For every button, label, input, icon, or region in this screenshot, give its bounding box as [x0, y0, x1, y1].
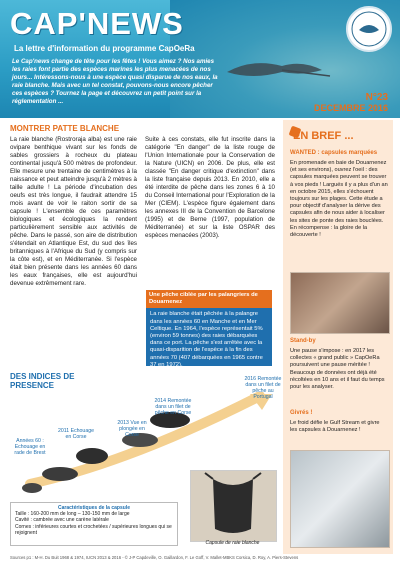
- timeline-label-2013: 2013 Vue en plongée en Corse: [117, 420, 147, 438]
- sidebar-title: EN BREF ...: [293, 130, 354, 142]
- article-column-2: Suite à ces constats, elle fut inscrite dans la catégorie "En danger" de la liste rouge de l'Union Internationale pour la Conservation de la Nature (UICN) en 2006. De plus, elle est classée "En danger critique d'extinction" dans la liste française depuis 2013. En 2010, elle a été interdite de pêche dans les zones 6 à 10 du Conseil International pour l'Exploration de la Mer (CIEM). L'espèce figure également dans les annexes III de la Convention de Barcelone (1995) et de Berne (1997, population de Méditerranée) et sur la liste OSPAR des espèces menacées (2003).: [145, 136, 275, 239]
- ray-illustration: [222, 56, 332, 82]
- capsule-photo: [190, 470, 277, 542]
- capoera-logo: [346, 6, 392, 52]
- intro-text: Le Cap'news change de tête pour les fêtes ! Vous aimez ? Nos amies les raies font partie des espèces marines les plus menacées de nos jours... Intéressons-nous à une espèce quasi disparue de nos eaux, la raie blanche. Mais avec un tel constat, pouvons-nous encore pêcher ces espèces ? Tournez la page et découvrez un petit point sur la réglementation ...: [12, 58, 218, 105]
- timeline-label-1960s: Années 60 : Echouage en rade de Brest: [14, 438, 46, 456]
- header-banner: [0, 0, 400, 118]
- timeline-heading-line2: PRESENCE: [10, 381, 55, 390]
- fishing-box-text: La raie blanche était pêchée à la palangre dans les années 60 en Manche et en Mer Celtique. En 1964, l'espèce représentait 5% (environ 59 tonnes) des raies débarquées dans ce port. La pêche s'est arrêtée avec la quasi-disparition de l'espèce à la fin des années 70 (407 débarquées en 1965 contre 37 en 1972).: [150, 311, 263, 368]
- capsule-characteristics-box: [10, 502, 178, 546]
- standby-heading: Stand-by: [290, 338, 316, 344]
- givres-heading: Givrés !: [290, 410, 313, 416]
- issue-info: [314, 92, 388, 113]
- capsule-line-size: Taille : 160-200 mm de long – 130-150 mm de large: [15, 511, 130, 518]
- timeline-heading: [10, 372, 74, 390]
- givres-text: Le froid défie le Gulf Stream et givre les capsules à Douarnenez !: [290, 420, 380, 434]
- fishing-box-title: Une pêche ciblée par les palangriers de Douarnenez: [146, 290, 272, 308]
- capsules-beach-photo: [290, 272, 390, 334]
- capsule-photo-caption: Capsule de raie blanche: [205, 540, 260, 546]
- article-heading: MONTRER PATTE BLANCHE: [10, 124, 120, 133]
- fishing-info-box: [146, 290, 272, 366]
- standby-text: Une pause s'impose : en 2017 les collectes « grand public » CapOeRa poursuivent une pause méritée ! Beaucoup de données ont déjà été récoltées en 10 ans et il faut du temps pour les analyser.: [290, 348, 385, 391]
- sources-credits: Sources p1 : M-H. Du Buit 1968 & 1974, IUCN 2013 & 2016 - © J-P Capdeville, O. Gaillardon, F. Le Goff, V. Mallet-MBKS Corsica, D. Roy, A. Piers-Stevens: [10, 555, 299, 560]
- timeline-label-2011: 2011 Echouage en Corse: [58, 428, 94, 440]
- wanted-text: En promenade en baie de Douarnenez (et ses environs), ouvrez l'oeil : des capsules marquées peuvent se trouver à vos pieds ! Largués il y a plus d'un an en octobre 2015, elles s'échouent toujours sur les plages. Cette étude a pour objectif d'analyser la dérive des capsules afin de nous aider à localiser les sites de ponte des raies bouclées. En récompense : la gloire de la découverte !: [290, 160, 388, 239]
- issue-number: N°23: [365, 92, 388, 103]
- capsule-line-cavity: Cavité : cambrée avec une carène latérale: [15, 517, 109, 524]
- article-column-1: La raie blanche (Rostroraja alba) est une raie ovipare benthique vivant sur les fonds de sables grossiers à rocheux du plateau continental jusqu'à 500 mètres de profondeur. Elle mesure une trentaine de centimètres à la naissance et peut atteindre jusqu'à 2 mètres à taille adulte ! La période d'incubation des oeufs est très longue, il faudrait attendre 15 mois avant de voir le raiton sortir de sa capsule ! L'ensemble de ces paramètres biologiques et écologiques la rendent particulièrement sensible aux activités de pêche. Dans le passé, son aire de distribution s'étendait en Atlantique Est, du sud des îles britanniques à l'Afrique du Sud (y compris sur la côte est), et en Méditerranée. Si l'espèce était bien présente dans les années 60 dans les eaux françaises, elle est aujourd'hui devenue extrêmement rare.: [10, 136, 137, 287]
- newsletter-subtitle: La lettre d'information du programme CapOeRa: [14, 44, 195, 53]
- issue-date: DECEMBRE 2016: [313, 103, 388, 113]
- timeline-label-2016: 2016 Remontée dans un filet de pêche au Portugal: [244, 376, 282, 400]
- timeline-heading-line1: DES INDICES DE: [10, 372, 75, 381]
- capsule-box-title: Caractéristiques de la capsule: [58, 505, 130, 511]
- capsule-line-horns: Cornes : inférieures courtes et crochetées / supérieures longues qui se rejoignent: [15, 523, 172, 536]
- newsletter-title: CAP'NEWS: [10, 6, 184, 41]
- timeline-label-2014: 2014 Remontée dans un filet de pêche en Corse: [154, 398, 192, 416]
- frozen-capsules-photo: [290, 450, 390, 548]
- wanted-heading: WANTED : capsules marquées: [290, 150, 378, 156]
